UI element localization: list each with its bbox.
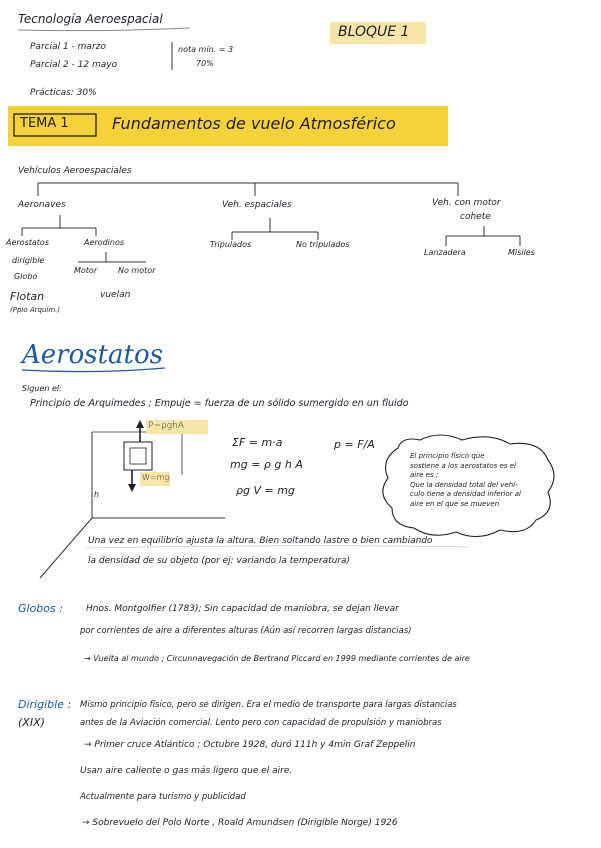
eq-balance: mg = ρ g h A <box>230 458 303 471</box>
eq-volume: ρg V = mg <box>236 484 295 497</box>
tree-espaciales: Veh. espaciales <box>222 200 292 210</box>
aerostatos-principio: Principio de Arquímedes ; Empuje = fuerza de un sólido sumergido en un fluido <box>30 398 409 409</box>
tree-no-tripulados: No tripulados <box>296 240 350 249</box>
equilibrio-line-1: Una vez en equilibrio ajusta la altura. Bien soltando lastre o bien cambiando <box>88 536 433 546</box>
course-title: Tecnología Aeroespacial <box>18 12 163 26</box>
eval-partial-2: Parcial 2 - 12 mayo <box>30 60 118 70</box>
tree-aerostatos: Aerostatos <box>6 238 49 247</box>
globos-line-1: Hnos. Montgolfier (1783); Sin capacidad de maniobra, se dejan llevar <box>86 604 399 614</box>
bubble-line: aire en el que se mueven <box>410 499 500 508</box>
dirigible-line-6: → Sobrevuelo del Polo Norte , Roald Amundsen (Dirigible Norge) 1926 <box>82 818 398 828</box>
globos-line-2: por corrientes de aire a diferentes alturas (Aún así recorren largas distancias) <box>80 626 412 636</box>
eval-weight: 70% <box>196 59 214 68</box>
tree-cohete-b: cohete <box>460 212 491 222</box>
eq-pressure: p = F/A <box>334 438 375 451</box>
equilibrio-line-2: la densidad de su objeto (por ej: variando la temperatura) <box>88 556 351 566</box>
dirigible-line-4: Usan aire caliente o gas más ligero que el aire. <box>80 766 293 776</box>
eval-practicas: Prácticas: 30% <box>30 88 97 98</box>
aerostatos-heading: Aerostatos <box>22 340 163 370</box>
dirigible-line-5: Actualmente para turismo y publicidad <box>80 792 246 802</box>
tree-flotan: Flotan <box>10 290 45 303</box>
bubble-line: sostiene a los aerostatos es el <box>410 461 516 470</box>
tree-principio: (Ppio Arquím.) <box>10 306 61 314</box>
eval-partial-1: Parcial 1 - marzo <box>30 42 106 52</box>
bubble-line: El principio físico que <box>410 452 485 460</box>
globos-label: Globos : <box>18 602 63 615</box>
tree-tripulados: Tripulados <box>210 240 252 249</box>
submerged-block <box>124 442 152 470</box>
diagram-weight-label: W=mg <box>142 473 170 482</box>
tema-label: TEMA 1 <box>20 116 69 131</box>
dirigible-line-1: Mismo principio físico, pero se dirigen. Era el medio de transporte para largas distancias <box>80 700 457 710</box>
dirigible-era: (XIX) <box>18 716 45 729</box>
tema-title: Fundamentos de vuelo Atmosférico <box>112 114 396 133</box>
bubble-line: Que la densidad total del vehí- <box>410 480 518 489</box>
diagram-axis-z <box>40 518 92 578</box>
tree-motor: Motor <box>74 266 98 275</box>
title-underline <box>18 28 190 31</box>
bubble-line: aire es ; <box>410 471 439 479</box>
tree-globo: Globo <box>14 272 38 281</box>
dirigible-line-3: → Primer cruce Atlántico ; Octubre 1928, duró 111h y 4min Graf Zeppelin <box>84 740 416 750</box>
eq-newton: ΣF = m·a <box>232 436 283 449</box>
aerostatos-siguen: Siguen el: <box>22 384 62 393</box>
diagram-buoyancy-label: P=ρghA <box>148 421 184 431</box>
tree-misiles: Misiles <box>508 248 535 257</box>
eval-min-grade: nota mín. = 3 <box>178 45 234 54</box>
tree-dirigible: dirigible <box>12 256 45 265</box>
tree-lanzadera: Lanzadera <box>424 248 466 257</box>
dirigible-line-2: antes de la Aviación comercial. Lento pero con capacidad de propulsión y maniobras <box>80 718 442 728</box>
dirigible-label: Dirigible : <box>18 698 72 711</box>
tree-no-motor: No motor <box>118 266 156 275</box>
tree-aeronaves: Aeronaves <box>18 200 66 210</box>
globos-line-3: → Vuelta al mundo ; Circunnavegación de Bertrand Piccard en 1999 mediante corrientes de aire <box>84 654 470 663</box>
tree-cohete-a: Veh. con motor <box>432 198 501 208</box>
bubble-line: culo tiene a densidad inferior al <box>410 490 521 498</box>
block-label: BLOQUE 1 <box>338 24 410 40</box>
tree-vuelan: vuelan <box>100 290 131 300</box>
diagram-h-label: h <box>94 490 100 499</box>
tree-aerodinos: Aerodinos <box>84 238 125 247</box>
thought-bubble-text <box>410 452 548 509</box>
tree-root: Vehículos Aeroespaciales <box>18 166 132 176</box>
